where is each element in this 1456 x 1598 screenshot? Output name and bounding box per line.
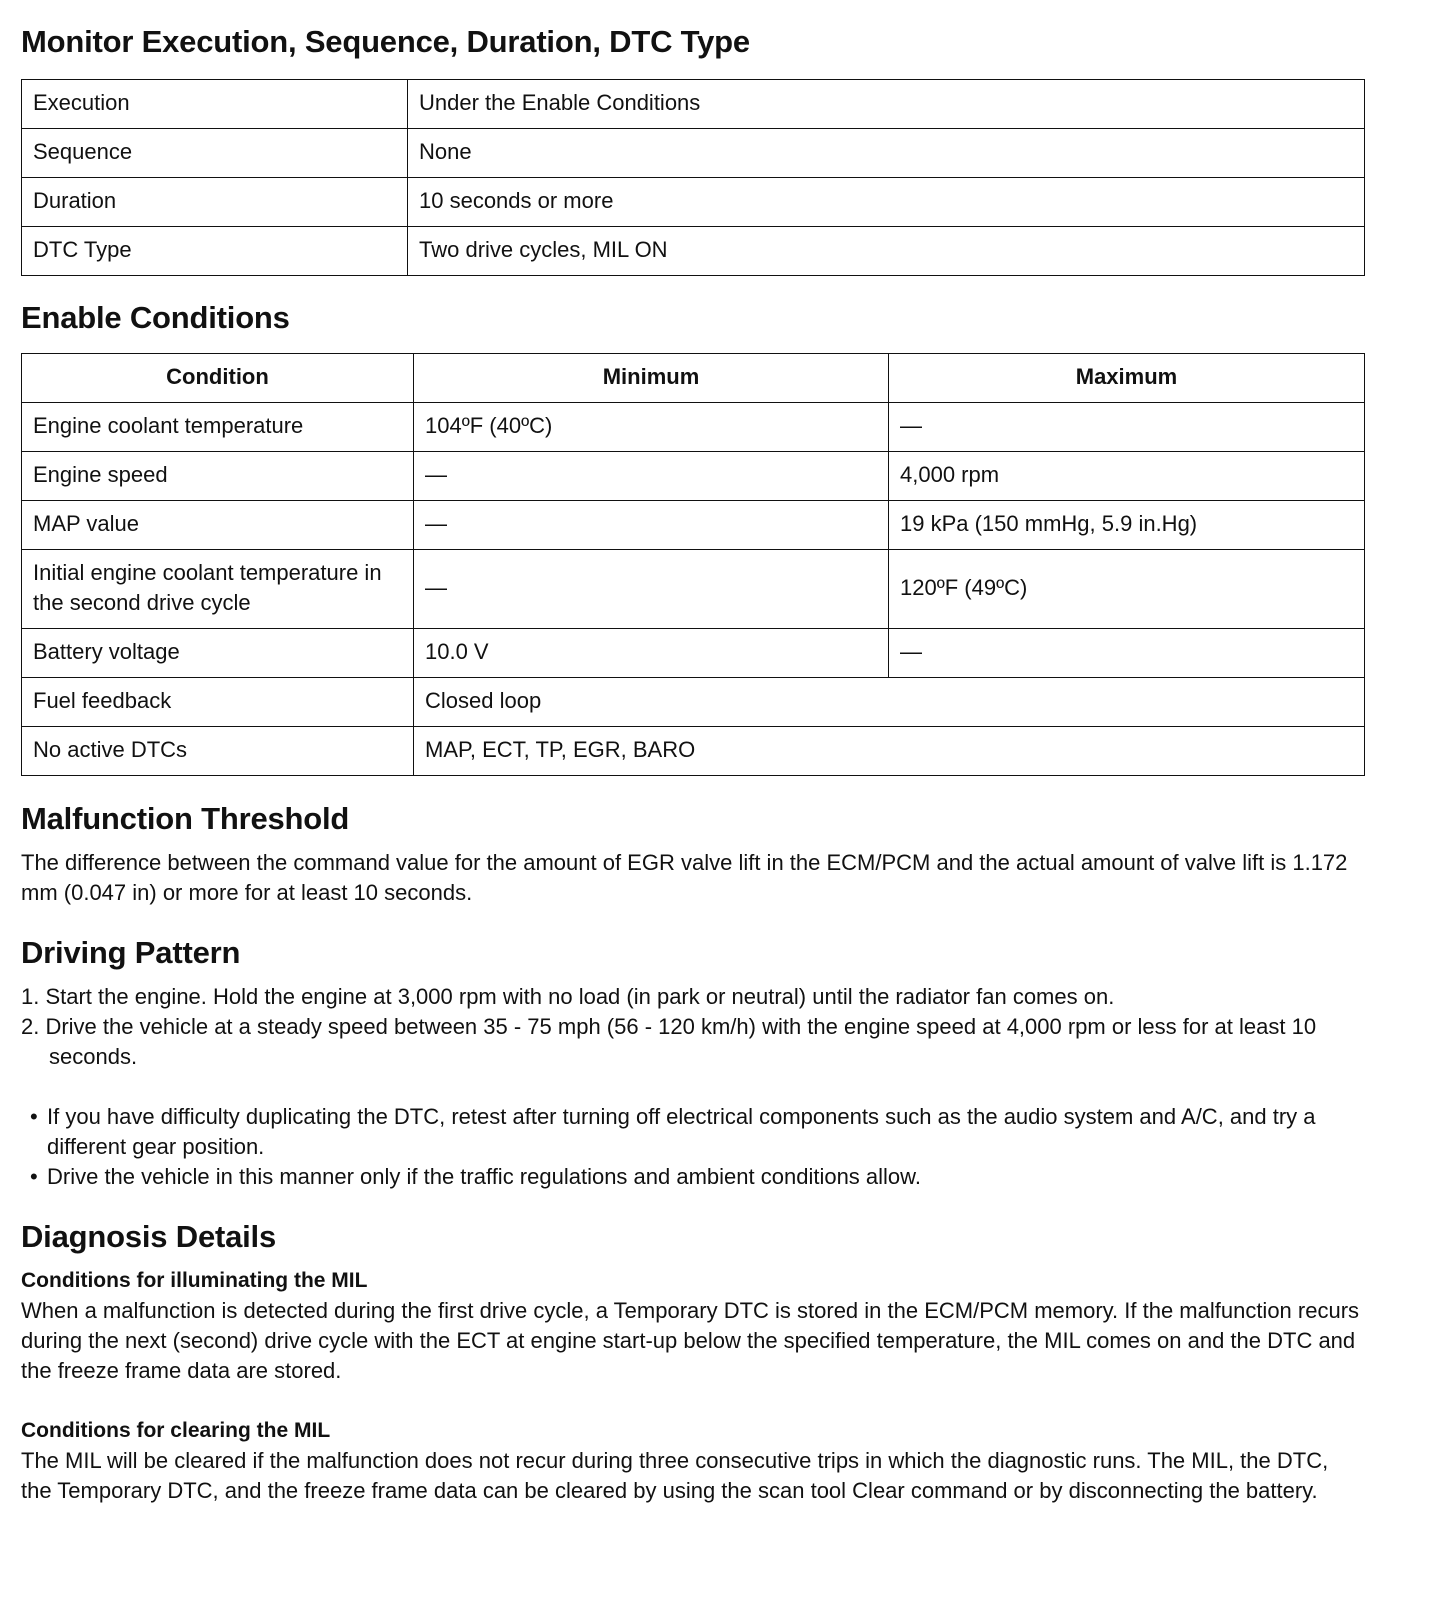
enable-table [21, 353, 1365, 776]
monitor-label: DTC Type [22, 227, 408, 276]
malfunction-heading: Malfunction Threshold [21, 801, 350, 836]
table-row [22, 550, 1365, 629]
value-cell: MAP, ECT, TP, EGR, BARO [414, 727, 1365, 776]
table-row [22, 403, 1365, 452]
table-row [22, 727, 1365, 776]
list-item: 1. Start the engine. Hold the engine at 3,000 rpm with no load (in park or neutral) until the radiator fan comes on. [21, 984, 1115, 1009]
minimum-cell: 10.0 V [414, 629, 889, 678]
maximum-cell: — [889, 403, 1365, 452]
table-row [22, 501, 1365, 550]
maximum-cell: 120ºF (49ºC) [889, 550, 1365, 629]
value-cell: Closed loop [414, 678, 1365, 727]
condition-cell: Fuel feedback [22, 678, 414, 727]
driving-heading: Driving Pattern [21, 935, 241, 970]
table-row [22, 452, 1365, 501]
list-item [21, 1162, 1364, 1192]
table-header-row [22, 354, 1365, 403]
minimum-header: Minimum [414, 354, 889, 403]
condition-cell: Engine coolant temperature [22, 403, 414, 452]
driving-notes [21, 1102, 1364, 1192]
minimum-cell: 104ºF (40ºC) [414, 403, 889, 452]
condition-cell: No active DTCs [22, 727, 414, 776]
minimum-cell: — [414, 550, 889, 629]
note-text: Drive the vehicle in this manner only if the traffic regulations and ambient conditions allow. [47, 1164, 921, 1189]
minimum-cell: — [414, 501, 889, 550]
table-row [22, 80, 1365, 129]
table-row [22, 178, 1365, 227]
bullet-glyph: • [30, 1164, 38, 1189]
monitor-value: Under the Enable Conditions [408, 80, 1365, 129]
condition-cell: Initial engine coolant temperature in the second drive cycle [22, 550, 414, 629]
enable-heading: Enable Conditions [21, 300, 290, 335]
maximum-cell: 19 kPa (150 mmHg, 5.9 in.Hg) [889, 501, 1365, 550]
maximum-cell: 4,000 rpm [889, 452, 1365, 501]
monitor-value: Two drive cycles, MIL ON [408, 227, 1365, 276]
malfunction-text: The difference between the command value for the amount of EGR valve lift in the ECM/PCM and the actual amount of valve lift is 1.172 mm (0.047 in) or more for at least 10 seconds. [21, 850, 1348, 905]
monitor-value: None [408, 129, 1365, 178]
condition-cell: Engine speed [22, 452, 414, 501]
minimum-cell: — [414, 452, 889, 501]
diagnosis-heading: Diagnosis Details [21, 1219, 277, 1254]
list-item: 2. Drive the vehicle at a steady speed between 35 - 75 mph (56 - 120 km/h) with the engine speed at 4,000 rpm or less for at least 10 seconds. [21, 1014, 1317, 1069]
monitor-label: Sequence [22, 129, 408, 178]
table-row [22, 227, 1365, 276]
monitor-table [21, 79, 1365, 276]
condition-header: Condition [22, 354, 414, 403]
monitor-label: Duration [22, 178, 408, 227]
note-text: If you have difficulty duplicating the DTC, retest after turning off electrical components such as the audio system and A/C, and try a different gear position. [47, 1104, 1316, 1159]
illuminating-title: Conditions for illuminating the MIL [21, 1269, 368, 1292]
maximum-header: Maximum [889, 354, 1365, 403]
bullet-glyph: • [30, 1104, 38, 1129]
condition-cell: MAP value [22, 501, 414, 550]
condition-cell: Battery voltage [22, 629, 414, 678]
table-row [22, 129, 1365, 178]
clearing-text: The MIL will be cleared if the malfunction does not recur during three consecutive trips in which the diagnostic runs. The MIL, the DTC, the Temporary DTC, and the freeze frame data can be cleared by using the scan tool Clear command or by disconnecting the battery. [21, 1448, 1329, 1503]
list-item [21, 1102, 1364, 1162]
driving-steps [21, 982, 1364, 1072]
monitor-heading: Monitor Execution, Sequence, Duration, DTC Type [21, 24, 750, 59]
maximum-cell: — [889, 629, 1365, 678]
clearing-title: Conditions for clearing the MIL [21, 1419, 331, 1442]
table-row [22, 678, 1365, 727]
monitor-label: Execution [22, 80, 408, 129]
table-row [22, 629, 1365, 678]
monitor-value: 10 seconds or more [408, 178, 1365, 227]
illuminating-text: When a malfunction is detected during the first drive cycle, a Temporary DTC is stored in the ECM/PCM memory. If the malfunction recurs during the next (second) drive cycle with the ECT at engine start-up below the specified temperature, the MIL comes on and the DTC and the freeze frame data are stored. [21, 1298, 1360, 1383]
